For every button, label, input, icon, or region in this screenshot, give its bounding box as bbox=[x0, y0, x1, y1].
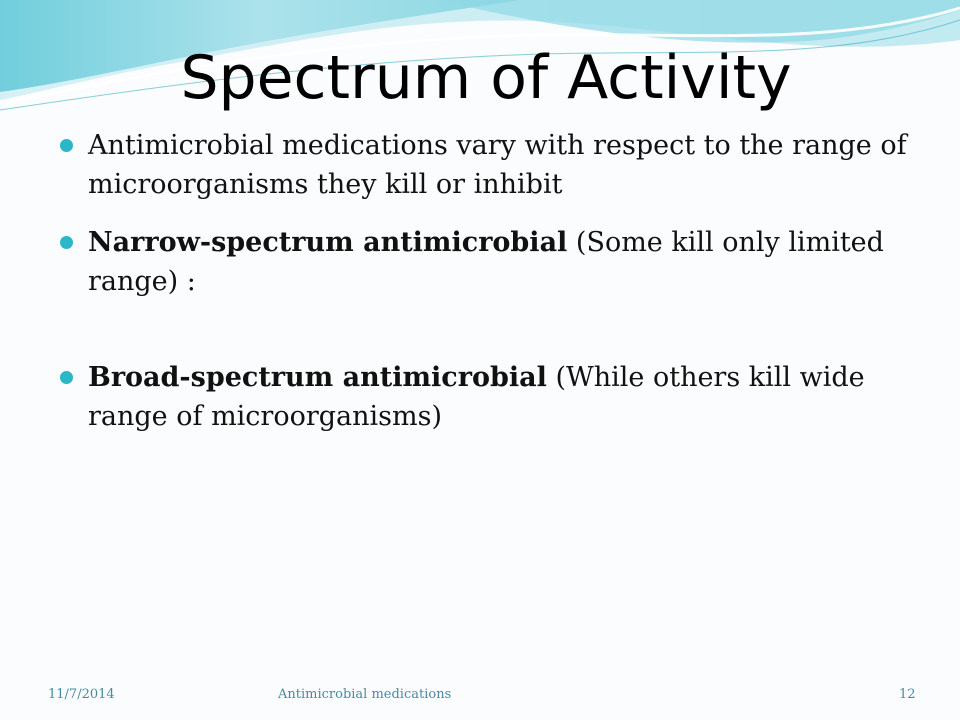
bullet-dot-icon bbox=[60, 236, 73, 249]
footer-title: Antimicrobial medications bbox=[278, 687, 452, 702]
bullet-list bbox=[58, 126, 918, 436]
bullet-item bbox=[58, 358, 918, 436]
bullet-item bbox=[58, 223, 918, 301]
bullet-text: (While others kill wide range of microorganisms) bbox=[88, 362, 865, 432]
bullet-term: Broad-spectrum antimicrobial bbox=[88, 362, 547, 393]
bullet-text: Antimicrobial medications vary with respect to the range of microorganisms they kill or inhibit bbox=[88, 130, 907, 200]
bullet-item bbox=[58, 126, 918, 204]
bullet-dot-icon bbox=[60, 139, 73, 152]
footer-date: 11/7/2014 bbox=[48, 687, 115, 702]
slide-title: Spectrum of Activity bbox=[180, 43, 792, 113]
footer-page-number: 12 bbox=[899, 687, 916, 702]
bullet-term: Narrow-spectrum antimicrobial bbox=[88, 227, 568, 258]
bullet-text: (Some kill only limited range) : bbox=[88, 227, 884, 297]
bullet-dot-icon bbox=[60, 371, 73, 384]
